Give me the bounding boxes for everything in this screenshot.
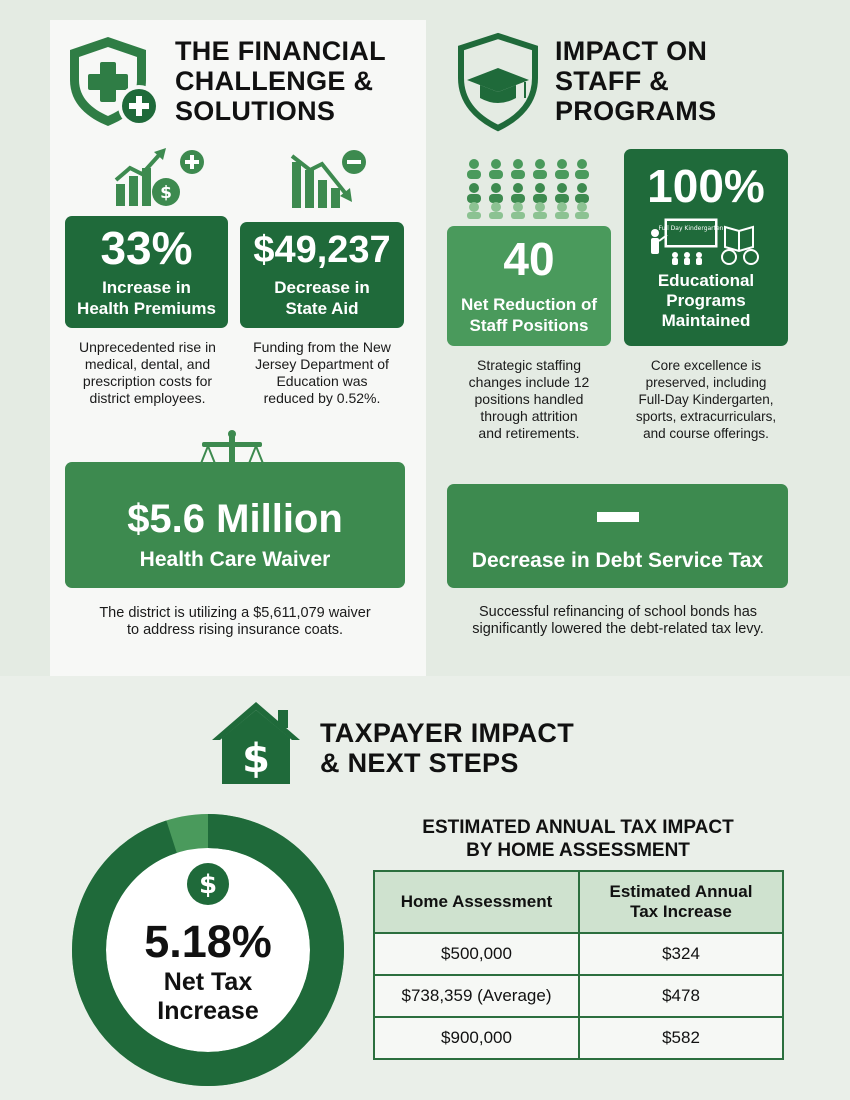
shield-graduation-cap-icon [453, 32, 543, 132]
tax-impact-table [373, 870, 784, 1060]
health-care-waiver-card [65, 462, 405, 588]
waiver-description: The district is utilizing a $5,611,079 waiver to address rising insurance coats. [99, 605, 371, 638]
financial-challenge-heading: THE FINANCIAL CHALLENGE & SOLUTIONS [175, 36, 386, 126]
staff-programs-heading: IMPACT ON STAFF & PROGRAMS [555, 36, 717, 126]
debt-service-description: Successful refinancing of school bonds has significantly lowered the debt-related tax levy. [472, 604, 764, 637]
table-row [374, 1017, 783, 1059]
table-cell: $738,359 (Average) [374, 975, 579, 1017]
table-cell: $478 [579, 975, 783, 1017]
state-aid-label: Decrease in State Aid [274, 278, 370, 318]
net-tax-value: 5.18% [144, 916, 272, 967]
state-aid-card [240, 222, 404, 328]
svg-text:$: $ [198, 870, 218, 900]
table-row [374, 933, 783, 975]
waiver-label: Health Care Waiver [139, 547, 331, 571]
staff-reduction-value: 40 [503, 233, 555, 285]
table-cell: $500,000 [374, 933, 579, 975]
programs-maintained-label: Educational Programs Maintained [657, 271, 755, 330]
debt-service-label: Decrease in Debt Service Tax [471, 548, 764, 572]
board-text: Full Day Kindergarten [658, 225, 724, 232]
svg-text:$: $ [242, 736, 270, 782]
shield-plus-icon [64, 34, 164, 130]
people-group-icon [462, 155, 590, 219]
house-dollar-icon [208, 700, 304, 786]
table-header-row [374, 871, 783, 933]
net-tax-increase [108, 916, 308, 1026]
staff-reduction-label: Net Reduction of Staff Positions [461, 295, 597, 335]
programs-maintained-card [624, 149, 788, 346]
programs-maintained-value: 100% [647, 160, 765, 212]
health-premiums-value: 33% [100, 222, 193, 274]
table-cell: $582 [579, 1017, 783, 1059]
staff-reduction-description: Strategic staffing changes include 12 positions handled through attrition and retirements. [468, 357, 590, 441]
state-aid-description: Funding from the New Jersey Department of Education was reduced by 0.52%. [253, 339, 391, 406]
programs-maintained-description: Core excellence is preserved, including Full-Day Kindergarten, sports, extracurriculars, and course offerings. [635, 358, 777, 441]
table-row [374, 975, 783, 1017]
waiver-value: $5.6 Million [127, 496, 343, 541]
tax-table-title: ESTIMATED ANNUAL TAX IMPACT BY HOME ASSESSMENT [422, 817, 734, 861]
chart-down-minus-icon [288, 148, 374, 212]
health-premiums-description: Unprecedented rise in medical, dental, and prescription costs for district employees. [79, 339, 216, 406]
state-aid-value: $49,237 [253, 229, 391, 271]
staff-reduction-card [447, 226, 611, 346]
net-tax-label: Net Tax Increase [157, 968, 259, 1025]
svg-text:$: $ [160, 183, 172, 203]
chart-up-dollar-icon [112, 148, 207, 210]
health-premiums-label: Increase in Health Premiums [77, 278, 216, 318]
column-header: Estimated Annual Tax Increase [579, 871, 783, 933]
debt-service-card [447, 484, 788, 588]
dollar-coin-icon [186, 862, 230, 906]
table-cell: $900,000 [374, 1017, 579, 1059]
classroom-icon [643, 217, 769, 267]
minus-icon [597, 512, 639, 522]
taxpayer-impact-heading: TAXPAYER IMPACT & NEXT STEPS [320, 718, 575, 778]
health-premiums-card [65, 216, 228, 328]
table-cell: $324 [579, 933, 783, 975]
column-header: Home Assessment [374, 871, 579, 933]
